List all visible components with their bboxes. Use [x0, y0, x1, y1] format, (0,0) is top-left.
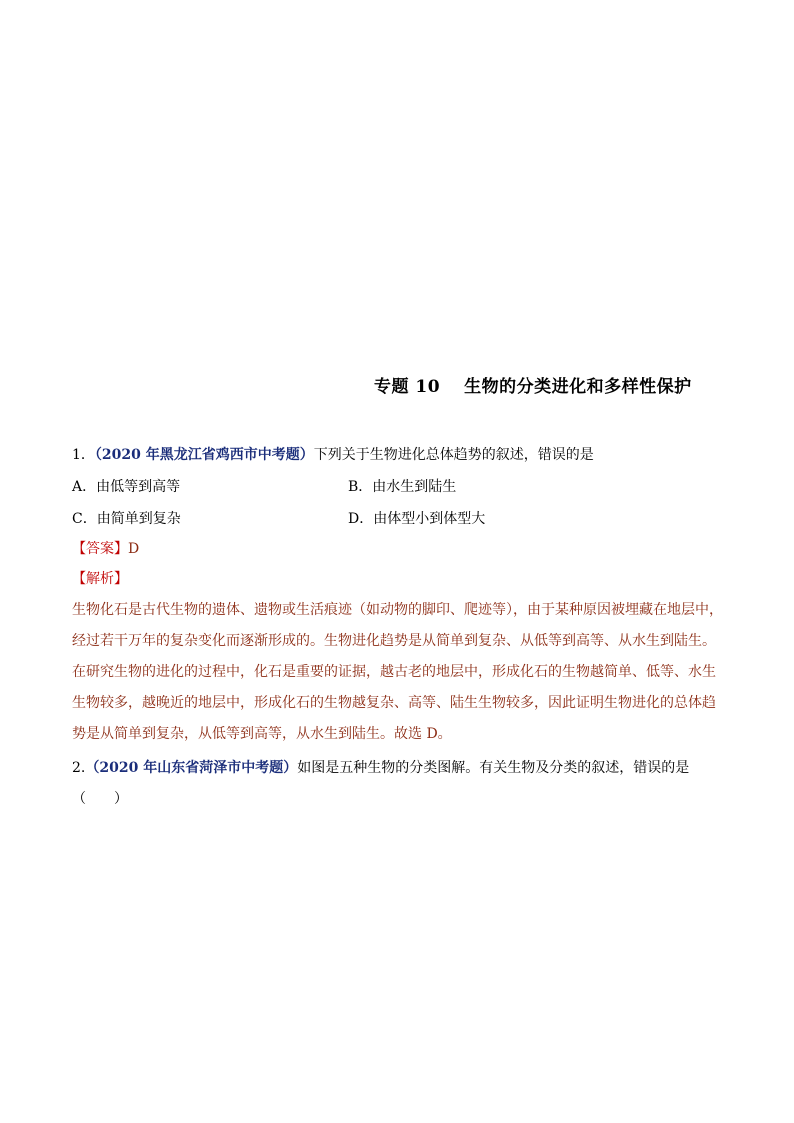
- question-2-text: 如图是五种生物的分类图解。有关生物及分类的叙述，错误的是: [297, 760, 690, 776]
- analysis-paragraph: [72, 595, 724, 750]
- answer-label: 【答案】: [72, 541, 128, 557]
- question-1-option-d: D．由体型小到体型大: [348, 511, 486, 527]
- analysis-line: 在研究生物的进化的过程中，化石是重要的证据，越古老的地层中，形成化石的生物越简单、低等、水生: [72, 664, 716, 680]
- question-1-option-c: C．由简单到复杂: [72, 511, 181, 527]
- analysis-label: 【解析】: [72, 571, 128, 587]
- question-2-source: （2020 年山东省菏泽市中考题）: [85, 760, 298, 776]
- question-1-source: （2020 年黑龙江省鸡西市中考题）: [94, 447, 314, 463]
- page-title: [374, 372, 692, 397]
- question-1-number: 1．: [72, 447, 95, 463]
- question-1-stem: [72, 444, 594, 464]
- question-1-option-a: A．由低等到高等: [72, 479, 181, 495]
- analysis-line: 经过若干万年的复杂变化而逐渐形成的。生物进化趋势是从简单到复杂、从低等到高等、从水生到陆生。: [72, 633, 716, 649]
- topic-title: 生物的分类进化和多样性保护: [464, 377, 692, 397]
- question-1-option-b: B．由水生到陆生: [348, 479, 457, 495]
- analysis-line: 生物较多，越晚近的地层中，形成化石的生物越复杂、高等、陆生生物较多，因此证明生物进化的总体趋: [72, 695, 716, 711]
- question-2-number: 2.: [72, 760, 86, 776]
- question-1-text: 下列关于生物进化总体趋势的叙述，错误的是: [313, 447, 594, 463]
- question-2-stem: [72, 757, 689, 777]
- answer-value: D: [128, 541, 140, 557]
- question-1-answer: [72, 538, 139, 558]
- question-2-answer-blank: （ ）: [72, 791, 128, 807]
- analysis-line: 生物化石是古代生物的遗体、遗物或生活痕迹（如动物的脚印、爬迹等），由于某种原因被埋藏在地层中，: [72, 602, 723, 618]
- analysis-line: 势是从简单到复杂，从低等到高等，从水生到陆生。故选 D。: [72, 726, 452, 742]
- topic-number: 专题 10: [374, 377, 441, 397]
